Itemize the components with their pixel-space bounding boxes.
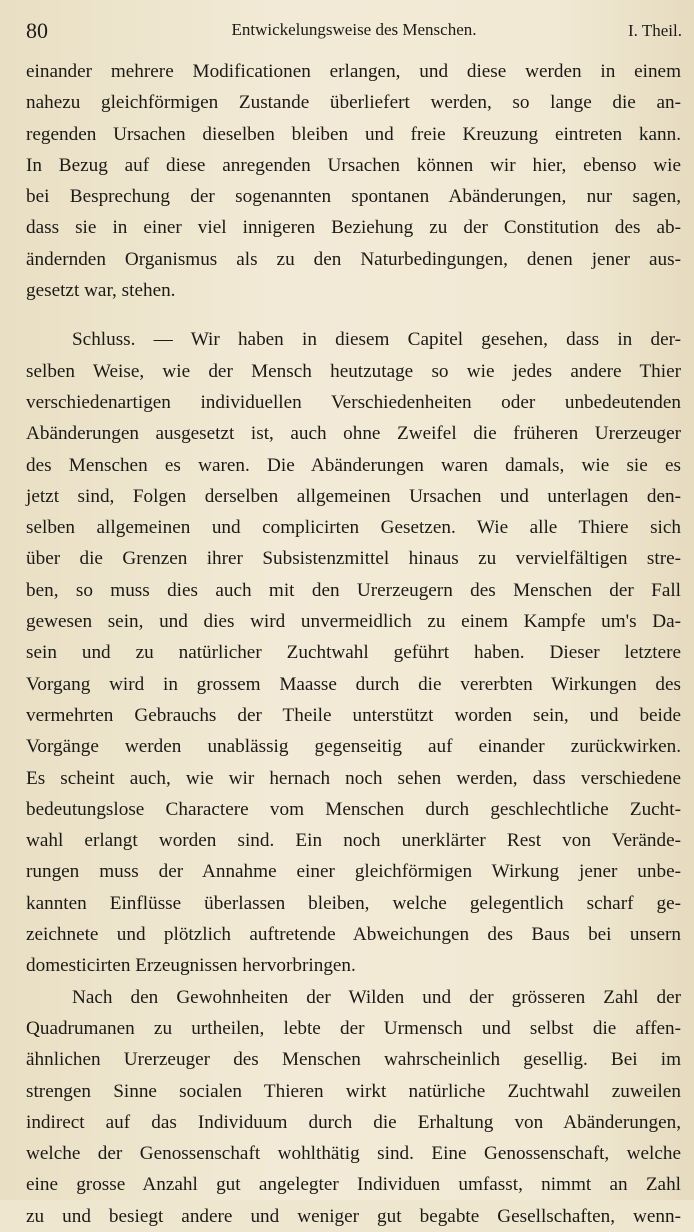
text-line: Vorgang wird in grossem Maasse durch die vererbten Wirkungen des: [26, 673, 681, 695]
text-line: ben, so muss dies auch mit den Urerzeugern des Menschen der Fall: [26, 579, 681, 601]
page-body: [26, 56, 681, 1232]
text-line: verschiedenartigen individuellen Verschiedenheiten oder unbedeutenden: [26, 391, 681, 413]
text-line: regenden Ursachen dieselben bleiben und freie Kreuzung eintreten kann.: [26, 123, 681, 145]
text-line: Schluss. — Wir haben in diesem Capitel gesehen, dass in der-: [72, 329, 681, 351]
text-line: ähnlichen Urerzeuger des Menschen wahrscheinlich gesellig. Bei im: [26, 1049, 681, 1071]
text-line: Vorgänge werden unablässig gegenseitig auf einander zurückwirken.: [26, 736, 681, 758]
text-line: sein und zu natürlicher Zuchtwahl geführt haben. Dieser letztere: [26, 642, 681, 664]
text-line: dass sie in einer viel innigeren Beziehung zu der Constitution des ab-: [26, 217, 681, 239]
text-line: ändernden Organismus als zu den Naturbedingungen, denen jener aus-: [26, 248, 681, 270]
text-line: wahl erlangt worden sind. Ein noch unerklärter Rest von Verände-: [26, 830, 681, 852]
text-line: zeichnete und plötzlich auftretende Abweichungen des Baus bei unsern: [26, 924, 681, 946]
text-line: jetzt sind, Folgen derselben allgemeinen Ursachen und unterlagen den-: [26, 485, 681, 507]
text-line: gesetzt war, stehen.: [26, 280, 176, 302]
text-line: strengen Sinne socialen Thieren wirkt natürliche Zuchtwahl zuweilen: [26, 1080, 681, 1102]
text-line: Abänderungen ausgesetzt ist, auch ohne Zweifel die früheren Urerzeuger: [26, 423, 681, 445]
text-line: Es scheint auch, wie wir hernach noch sehen werden, dass verschiedene: [26, 767, 681, 789]
text-line: des Menschen es waren. Die Abänderungen waren damals, wie sie es: [26, 454, 681, 476]
paragraph: [26, 324, 681, 981]
page-number: 80: [26, 18, 48, 43]
text-line: zu und besiegt andere und weniger gut begabte Gesellschaften, wenn-: [26, 1205, 681, 1227]
text-line: über die Grenzen ihrer Subsistenzmittel hinaus zu vervielfältigen stre-: [26, 548, 681, 570]
running-title: Entwickelungsweise des Menschen.: [231, 20, 477, 39]
text-line: rungen muss der Annahme einer gleichförmigen Wirkung jener unbe-: [26, 861, 681, 883]
text-line: Nach den Gewohnheiten der Wilden und der grösseren Zahl der: [72, 986, 681, 1008]
text-line: In Bezug auf diese anregenden Ursachen können wir hier, ebenso wie: [26, 154, 681, 176]
text-line: Quadrumanen zu urtheilen, lebte der Urmensch und selbst die affen-: [26, 1017, 681, 1039]
text-line: vermehrten Gebrauchs der Theile unterstützt worden sein, und beide: [26, 704, 681, 726]
part-label: I. Theil.: [628, 21, 682, 40]
text-line: kannten Einflüsse überlassen bleiben, welche gelegentlich scharf ge-: [26, 892, 681, 914]
text-line: eine grosse Anzahl gut angelegter Individuen umfasst, nimmt an Zahl: [26, 1174, 681, 1196]
text-line: selben allgemeinen und complicirten Gesetzen. Wie alle Thiere sich: [26, 517, 681, 539]
text-line: selben Weise, wie der Mensch heutzutage so wie jedes andere Thier: [26, 360, 681, 382]
text-line: indirect auf das Individuum durch die Erhaltung von Abänderungen,: [26, 1111, 681, 1133]
text-line: einander mehrere Modificationen erlangen, und diese werden in einem: [26, 61, 681, 82]
paragraph: [26, 982, 681, 1232]
paragraph: [26, 56, 681, 306]
text-line: bei Besprechung der sogenannten spontanen Abänderungen, nur sagen,: [26, 186, 681, 208]
text-line: nahezu gleichförmigen Zustande überliefert werden, so lange die an-: [26, 92, 681, 114]
text-line: gewesen sein, und dies wird unvermeidlich zu einem Kampfe um's Da-: [26, 611, 681, 633]
text-line: domesticirten Erzeugnissen hervorbringen.: [26, 955, 356, 977]
page-header: [26, 18, 682, 46]
text-line: welche der Genossenschaft wohlthätig sind. Eine Genossenschaft, welche: [26, 1143, 681, 1165]
text-line: bedeutungslose Charactere vom Menschen durch geschlechtliche Zucht-: [26, 798, 681, 820]
